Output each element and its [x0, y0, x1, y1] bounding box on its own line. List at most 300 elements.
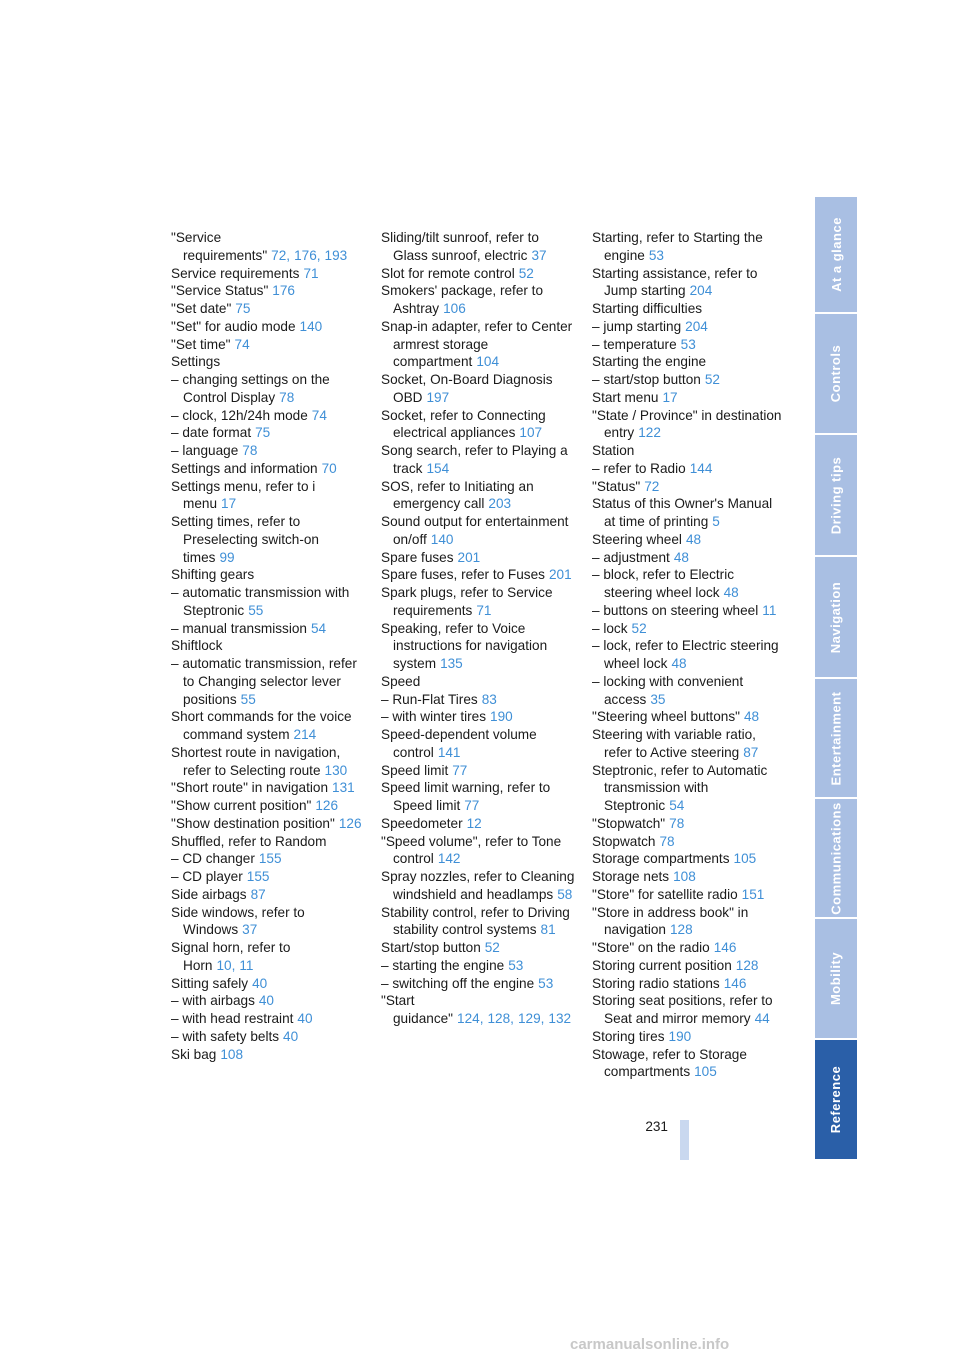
index-entry — [381, 549, 575, 567]
page-link[interactable]: 58 — [557, 886, 573, 902]
index-entry — [171, 513, 363, 566]
entry-term: Start menu — [592, 389, 659, 405]
page-link[interactable]: 99 — [219, 549, 235, 565]
index-entry — [171, 779, 363, 797]
entry-term: Speed — [381, 673, 421, 689]
index-entry — [171, 868, 363, 886]
page-link[interactable]: 44 — [754, 1011, 770, 1026]
entry-term: – with head restraint — [171, 1011, 294, 1026]
index-entry — [592, 886, 784, 904]
entry-term: Slot for remote control — [381, 265, 515, 281]
index-entry — [171, 442, 363, 460]
entry-term: – automatic transmission with Steptronic — [171, 585, 350, 618]
page-link[interactable]: 78 — [669, 815, 685, 831]
page-link[interactable]: 10 — [216, 957, 232, 973]
entry-term: – date format — [171, 425, 252, 441]
page-link[interactable]: 155 — [258, 851, 282, 867]
page-link[interactable]: 54 — [311, 620, 327, 636]
page-link[interactable]: 87 — [250, 886, 266, 902]
page-number: 231 — [645, 1119, 668, 1134]
index-entry — [171, 708, 363, 744]
page-link[interactable]: 128 — [735, 957, 759, 973]
page-link[interactable]: 75 — [255, 425, 271, 441]
page-link[interactable]: 107 — [519, 425, 543, 441]
entry-term: – language — [171, 443, 239, 458]
index-entry — [381, 779, 575, 815]
page-link[interactable]: 12 — [466, 815, 482, 831]
page-link[interactable]: 78 — [659, 833, 675, 849]
index-entry — [592, 815, 784, 833]
entry-term: "Stopwatch" — [592, 815, 666, 831]
tab-label: Driving tips — [828, 456, 844, 534]
page-link[interactable]: 126 — [315, 798, 339, 813]
index-entry — [171, 655, 363, 708]
index-entry — [171, 975, 363, 993]
entry-term: – CD changer — [171, 851, 255, 867]
page-link[interactable]: 105 — [694, 1064, 717, 1080]
page-separator: , — [540, 1011, 545, 1026]
entry-term: – adjustment — [592, 549, 670, 565]
index-entry — [171, 336, 363, 354]
entry-term: "Start guidance" — [381, 993, 454, 1026]
page-link[interactable]: 131 — [332, 780, 355, 796]
entry-term: "Set" for audio mode — [171, 318, 296, 334]
entry-term: Speed limit warning, refer to Speed limit — [381, 780, 551, 813]
page-link[interactable]: 126 — [338, 815, 362, 831]
entry-term: – lock, refer to Electric steering wheel lock — [592, 638, 779, 671]
page-link[interactable]: 142 — [437, 851, 461, 867]
index-entry — [592, 300, 784, 318]
page-separator: , — [479, 1011, 484, 1026]
entry-term: Storage nets — [592, 869, 670, 884]
page-link[interactable]: 53 — [508, 957, 524, 973]
entry-term: Stowage, refer to Storage compartments — [592, 1046, 747, 1080]
page-link[interactable]: 81 — [540, 922, 556, 938]
index-entry — [381, 975, 575, 993]
page-link[interactable]: 197 — [426, 389, 450, 405]
page-link[interactable]: 74 — [311, 407, 327, 423]
index-entry — [592, 442, 784, 460]
entry-term: Side windows, refer to Windows — [171, 904, 305, 938]
index-entry — [592, 992, 784, 1028]
page-link[interactable]: 48 — [671, 656, 687, 671]
tab-mobility[interactable] — [815, 919, 857, 1040]
entry-term: Storing tires — [592, 1028, 665, 1044]
tab-at-a-glance[interactable] — [815, 197, 857, 314]
page-link[interactable]: 204 — [685, 318, 708, 334]
entry-term: Snap-in adapter, refer to Center armrest storage compartment — [381, 318, 573, 370]
index-entry — [381, 620, 575, 673]
index-entry — [171, 886, 363, 904]
page-link[interactable]: 71 — [303, 265, 319, 281]
entry-term: Starting assistance, refer to Jump starting — [592, 265, 758, 299]
page-link[interactable]: 35 — [650, 691, 666, 707]
entry-term: "Store" for satellite radio — [592, 886, 738, 902]
page-link[interactable]: 144 — [689, 460, 713, 476]
tab-label: At a glance — [828, 217, 844, 292]
tab-label: Mobility — [828, 951, 844, 1006]
index-entry — [381, 371, 575, 407]
page-link[interactable]: 128 — [669, 922, 693, 938]
index-entry — [171, 300, 363, 318]
page-link[interactable]: 83 — [481, 691, 497, 707]
entry-term: Steering with variable ratio, refer to Active steering — [592, 727, 756, 760]
entry-term: SOS, refer to Initiating an emergency call — [381, 478, 534, 512]
entry-term: "State / Province" in destination entry — [592, 407, 782, 441]
index-entry — [381, 513, 575, 549]
page-link[interactable]: 52 — [484, 940, 500, 955]
index-entry — [381, 478, 575, 514]
page-link[interactable]: 176 — [294, 247, 317, 263]
page-link[interactable]: 48 — [673, 549, 689, 565]
page-link[interactable]: 72 — [271, 247, 287, 263]
index-entry — [592, 460, 784, 478]
page-link[interactable]: 40 — [283, 1028, 299, 1044]
entry-term: Starting difficulties — [592, 301, 703, 316]
entry-term: – with safety belts — [171, 1028, 280, 1044]
index-entry — [592, 229, 784, 265]
page-link[interactable]: 105 — [733, 851, 757, 867]
page-separator: , — [510, 1011, 514, 1026]
page-link[interactable]: 78 — [242, 443, 258, 458]
tab-driving-tips[interactable] — [815, 435, 857, 557]
index-entry — [171, 566, 363, 584]
tab-navigation[interactable] — [815, 557, 857, 679]
page-link[interactable]: 141 — [437, 744, 461, 760]
page-link[interactable]: 193 — [324, 247, 348, 263]
page-link[interactable]: 135 — [440, 656, 463, 671]
entry-term: Stopwatch — [592, 833, 656, 849]
index-entry — [381, 566, 575, 584]
page-link[interactable]: 55 — [240, 691, 256, 707]
entry-term: – block, refer to Electric steering wheel lock — [592, 567, 735, 600]
entry-term: Starting the engine — [592, 354, 707, 370]
page-link[interactable]: 204 — [689, 283, 713, 299]
entry-term: "Set time" — [171, 336, 231, 352]
index-entry — [592, 389, 784, 407]
entry-term: Service requirements — [171, 265, 300, 281]
index-entry — [171, 424, 363, 442]
entry-term: Short commands for the voice command system — [171, 709, 352, 742]
index-entry — [171, 478, 363, 514]
index-entry — [592, 318, 784, 336]
entry-term: Sliding/tilt sunroof, refer to Glass sunroof, electric — [381, 230, 539, 263]
entry-term: "Service requirements" — [171, 230, 268, 263]
page-link[interactable]: 52 — [704, 372, 720, 387]
page-link[interactable]: 151 — [741, 886, 765, 902]
index-entry — [171, 353, 363, 371]
page-link[interactable]: 146 — [713, 940, 737, 955]
page-link[interactable]: 87 — [743, 744, 759, 760]
entry-term: – CD player — [171, 869, 243, 884]
index-entry — [592, 566, 784, 602]
index-entry — [171, 460, 363, 478]
index-entry — [592, 265, 784, 301]
index-entry — [381, 868, 575, 904]
index-entry — [171, 584, 363, 620]
entry-term: Spark plugs, refer to Service requirements — [381, 585, 553, 618]
watermark: carmanualsonline.info — [570, 1336, 730, 1353]
entry-term: Side airbags — [171, 886, 247, 902]
index-entry — [381, 992, 575, 1028]
page-number-bar — [680, 1120, 689, 1160]
entry-term: Signal horn, refer to Horn — [171, 940, 291, 973]
index-entry — [381, 726, 575, 762]
page-link[interactable]: 75 — [235, 301, 251, 316]
page-link[interactable]: 71 — [476, 602, 492, 618]
index-entry — [592, 833, 784, 851]
page-link[interactable]: 11 — [239, 957, 254, 973]
index-entry — [381, 957, 575, 975]
page-separator: , — [316, 247, 321, 263]
index-entry — [381, 815, 575, 833]
index-column-1 — [171, 229, 363, 1063]
entry-term: Speed-dependent volume control — [381, 727, 537, 760]
entry-term: Storing seat positions, refer to Seat and mirror memory — [592, 993, 773, 1026]
entry-term: "Steering wheel buttons" — [592, 709, 740, 725]
index-entry — [381, 708, 575, 726]
entry-term: "Short route" in navigation — [171, 780, 329, 796]
entry-term: Settings and information — [171, 460, 318, 476]
entry-term: Setting times, refer to Preselecting switch-on times — [171, 514, 319, 565]
entry-term: Sitting safely — [171, 975, 249, 991]
tab-entertainment[interactable] — [815, 679, 857, 799]
index-entry — [381, 265, 575, 283]
index-entry — [171, 939, 363, 975]
entry-term: "Store in address book" in navigation — [592, 904, 749, 938]
index-entry — [592, 531, 784, 549]
entry-term: – with airbags — [171, 993, 255, 1009]
index-entry — [171, 833, 363, 851]
index-entry — [381, 939, 575, 957]
page-link[interactable]: 52 — [518, 265, 534, 281]
index-entry — [381, 318, 575, 371]
index-entry — [171, 815, 363, 833]
page-link[interactable]: 78 — [279, 389, 295, 405]
entry-term: Sound output for entertainment on/off — [381, 514, 569, 547]
index-entry — [592, 336, 784, 354]
page-link[interactable]: 140 — [299, 318, 323, 334]
entry-term: – starting the engine — [381, 957, 505, 973]
entry-term: – start/stop button — [592, 372, 701, 387]
entry-term: "Status" — [592, 478, 641, 494]
entry-term: "Store" on the radio — [592, 940, 710, 955]
index-entry — [381, 442, 575, 478]
page-link[interactable]: 203 — [488, 496, 512, 512]
tab-label: Communications — [828, 801, 844, 915]
page-link[interactable]: 190 — [490, 709, 513, 725]
entry-term: – manual transmission — [171, 620, 307, 636]
page-link[interactable]: 108 — [220, 1046, 244, 1062]
page-link[interactable]: 37 — [531, 247, 547, 263]
entry-term: – changing settings on the Control Display — [171, 372, 330, 405]
page-link[interactable]: 17 — [221, 496, 237, 512]
entry-term: Spare fuses, refer to Fuses — [381, 567, 545, 583]
entry-term: Storing current position — [592, 957, 732, 973]
index-entry — [592, 602, 784, 620]
index-entry — [592, 939, 784, 957]
entry-term: Shortest route in navigation, refer to Selecting route — [171, 744, 341, 778]
index-entry — [381, 584, 575, 620]
page-link[interactable]: 132 — [548, 1011, 572, 1026]
index-entry — [171, 744, 363, 780]
page-separator: , — [286, 247, 291, 263]
page-link[interactable]: 17 — [662, 389, 678, 405]
entry-term: Speedometer — [381, 815, 463, 831]
entry-term: – buttons on steering wheel — [592, 602, 759, 618]
tab-label: Navigation — [828, 581, 844, 653]
page-link[interactable]: 77 — [452, 762, 468, 778]
index-entry — [171, 797, 363, 815]
index-entry — [592, 975, 784, 993]
page-link[interactable]: 74 — [234, 336, 250, 352]
entry-term: – with winter tires — [381, 709, 487, 725]
tab-reference[interactable] — [815, 1040, 857, 1159]
index-entry — [381, 282, 575, 318]
index-entry — [381, 407, 575, 443]
page-link[interactable]: 55 — [248, 602, 264, 618]
index-entry — [171, 637, 363, 655]
entry-term: Shifting gears — [171, 567, 255, 583]
index-entry — [592, 957, 784, 975]
tab-communications[interactable] — [815, 799, 857, 919]
index-column-3 — [592, 229, 784, 1081]
page-link[interactable]: 108 — [673, 869, 696, 884]
index-entry — [171, 371, 363, 407]
entry-term: "Show current position" — [171, 798, 312, 813]
index-entry — [592, 478, 784, 496]
page-link[interactable]: 129 — [517, 1011, 541, 1026]
page-link[interactable]: 72 — [644, 478, 660, 494]
page-link[interactable]: 155 — [246, 869, 270, 884]
page-link[interactable]: 140 — [430, 531, 454, 547]
index-entry — [592, 673, 784, 709]
page-link[interactable]: 53 — [680, 336, 696, 352]
entry-term: Steptronic, refer to Automatic transmission with Steptronic — [592, 762, 768, 813]
entry-term: – jump starting — [592, 318, 682, 334]
page-link[interactable]: 48 — [743, 709, 760, 725]
entry-term: – Run-Flat Tires — [381, 691, 478, 707]
tab-controls[interactable] — [815, 314, 857, 435]
page-link[interactable]: 124 — [457, 1011, 480, 1026]
entry-term: Spray nozzles, refer to Cleaning windshield and headlamps — [381, 869, 575, 902]
index-entry — [171, 904, 363, 940]
index-entry — [381, 691, 575, 709]
entry-term: – switching off the engine — [381, 975, 535, 991]
entry-term: Stability control, refer to Driving stability control systems — [381, 904, 570, 938]
index-entry — [592, 868, 784, 886]
page-link[interactable]: 37 — [242, 922, 258, 938]
index-entry — [171, 620, 363, 638]
page-link[interactable]: 201 — [457, 549, 481, 565]
page-link[interactable]: 190 — [668, 1028, 692, 1044]
entry-term: Shiftlock — [171, 638, 223, 654]
entry-term: Start/stop button — [381, 940, 481, 955]
index-entry — [592, 549, 784, 567]
index-entry — [171, 407, 363, 425]
page-link[interactable]: 48 — [723, 585, 739, 600]
index-entry — [171, 1046, 363, 1064]
index-entry — [592, 620, 784, 638]
entry-term: "Show destination position" — [171, 815, 335, 831]
page-link[interactable]: 70 — [321, 460, 337, 476]
entry-term: Steering wheel — [592, 531, 682, 547]
page-link[interactable]: 122 — [638, 425, 661, 441]
page-link[interactable]: 40 — [297, 1011, 313, 1026]
page-link[interactable]: 11 — [762, 602, 777, 618]
index-entry — [592, 353, 784, 371]
index-entry — [592, 495, 784, 531]
entry-term: Settings — [171, 354, 221, 370]
entry-term: Socket, refer to Connecting electrical appliances — [381, 407, 546, 441]
page-link[interactable]: 130 — [324, 762, 348, 778]
index-entry — [171, 282, 363, 300]
page-link[interactable]: 214 — [293, 727, 317, 742]
entry-term: Storing radio stations — [592, 975, 720, 991]
index-entry — [592, 407, 784, 443]
page-link[interactable]: 154 — [426, 460, 450, 476]
page-link[interactable]: 146 — [723, 975, 747, 991]
entry-term: "Set date" — [171, 301, 232, 316]
tab-label: Entertainment — [828, 691, 844, 785]
entry-term: "Speed volume", refer to Tone control — [381, 833, 562, 867]
page-link[interactable]: 77 — [464, 798, 480, 813]
page-link[interactable]: 5 — [712, 514, 720, 529]
index-entry — [381, 762, 575, 780]
page-separator: , — [231, 957, 236, 973]
page-link[interactable]: 53 — [648, 247, 664, 263]
entry-term: Ski bag — [171, 1046, 217, 1062]
entry-term: – refer to Radio — [592, 460, 686, 476]
index-entry — [592, 726, 784, 762]
entry-term: Storage compartments — [592, 851, 730, 867]
index-entry — [171, 1028, 363, 1046]
entry-term: Station — [592, 443, 635, 458]
page-link[interactable]: 106 — [443, 301, 466, 316]
index-entry — [592, 850, 784, 868]
page-link[interactable]: 40 — [252, 975, 268, 991]
entry-term: "Service Status" — [171, 283, 269, 299]
page-link[interactable]: 40 — [258, 993, 274, 1009]
index-entry — [381, 673, 575, 691]
index-entry — [592, 904, 784, 940]
page-link[interactable]: 52 — [631, 620, 647, 636]
page-link[interactable]: 53 — [538, 975, 554, 991]
entry-term: Speaking, refer to Voice instructions for navigation system — [381, 620, 548, 671]
page-link[interactable]: 104 — [476, 354, 500, 370]
index-entry — [171, 992, 363, 1010]
index-column-2 — [381, 229, 575, 1028]
page-link[interactable]: 128 — [487, 1011, 511, 1026]
index-entry — [171, 318, 363, 336]
index-entry — [171, 229, 363, 265]
page-link[interactable]: 54 — [669, 798, 685, 813]
page-link[interactable]: 48 — [685, 531, 702, 547]
entry-term: – temperature — [592, 336, 677, 352]
entry-term: Song search, refer to Playing a track — [381, 443, 568, 476]
index-entry — [592, 762, 784, 815]
entry-term: Shuffled, refer to Random — [171, 833, 327, 849]
entry-term: Settings menu, refer to i menu — [171, 478, 316, 512]
index-entry — [592, 708, 784, 726]
index-entry — [171, 850, 363, 868]
index-entry — [381, 833, 575, 869]
page-link[interactable]: 201 — [548, 567, 572, 583]
entry-term: – lock — [592, 620, 628, 636]
index-entry — [592, 371, 784, 389]
entry-term: – locking with convenient access — [592, 673, 744, 707]
page-link[interactable]: 176 — [272, 283, 295, 299]
